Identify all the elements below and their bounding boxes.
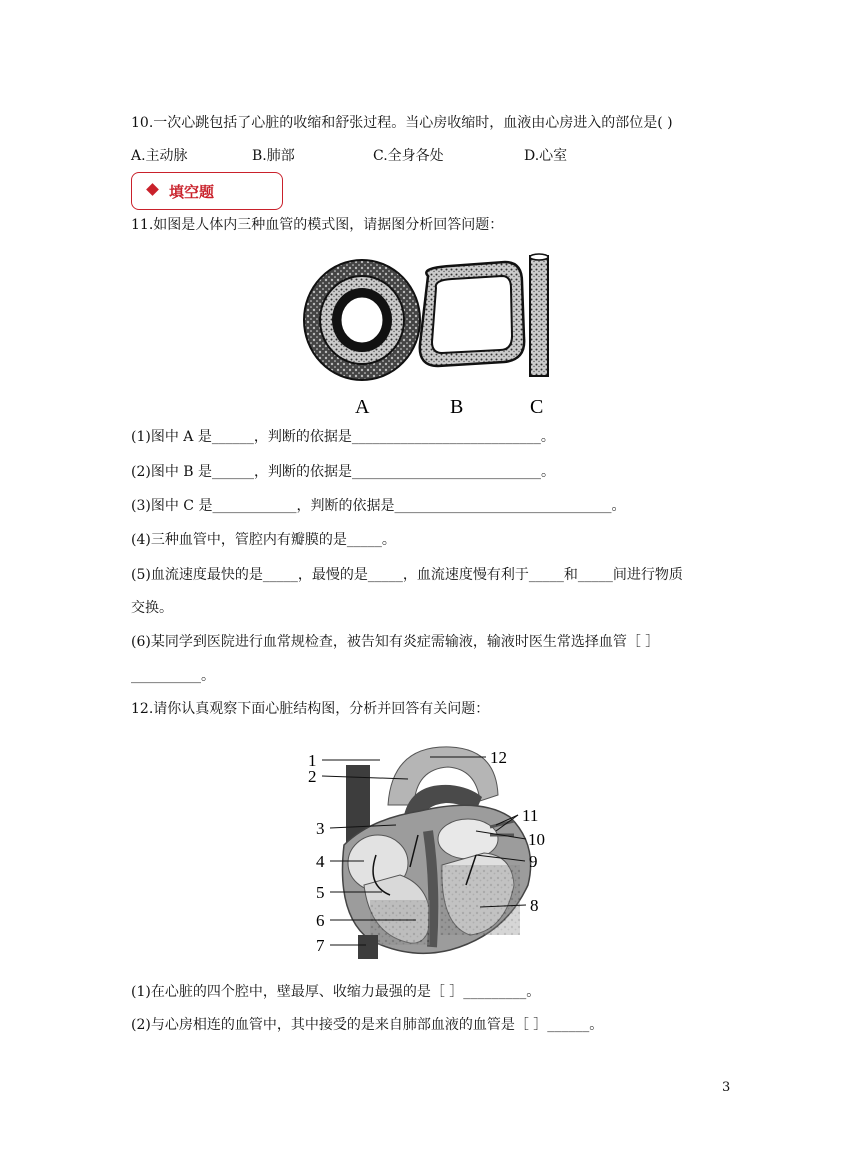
vein-diagram bbox=[420, 262, 524, 366]
heart-label-5: 5 bbox=[316, 883, 325, 902]
figure-label-b: B bbox=[450, 396, 464, 418]
section-title: 填空题 bbox=[169, 183, 215, 201]
heart-label-3: 3 bbox=[316, 819, 325, 838]
blood-vessel-figure bbox=[300, 248, 560, 418]
question-10-stem: 10.一次心跳包括了心脏的收缩和舒张过程。当心房收缩时，血液由心房进入的部位是( ) bbox=[131, 115, 673, 131]
q11-part-5: (5)血流速度最快的是_____，最慢的是_____，血流速度慢有利于_____和_____间进行物质 bbox=[131, 567, 683, 583]
q11-part-2: (2)图中 B 是______，判断的依据是___________________________。 bbox=[131, 464, 556, 480]
q10-option-b: B.肺部 bbox=[252, 148, 295, 164]
q11-part-3: (3)图中 C 是____________，判断的依据是_______________________________。 bbox=[131, 498, 626, 514]
heart-label-12: 12 bbox=[490, 748, 507, 767]
page-number: 3 bbox=[722, 1080, 731, 1095]
q10-option-c: C.全身各处 bbox=[373, 148, 444, 164]
capillary-diagram bbox=[530, 254, 548, 376]
section-heading-fill-in bbox=[131, 172, 283, 210]
q11-part-1: (1)图中 A 是______，判断的依据是___________________________。 bbox=[131, 429, 555, 445]
heart-label-8: 8 bbox=[530, 896, 539, 915]
heart-structure-figure bbox=[300, 735, 560, 965]
heart-label-9: 9 bbox=[529, 852, 538, 871]
q10-option-a: A.主动脉 bbox=[131, 148, 188, 164]
q11-part-5-cont: 交换。 bbox=[131, 600, 173, 616]
heart-drawing bbox=[342, 747, 530, 959]
heart-label-2: 2 bbox=[308, 767, 317, 786]
q11-part-4: (4)三种血管中，管腔内有瓣膜的是_____。 bbox=[131, 532, 396, 548]
artery-diagram bbox=[304, 260, 420, 380]
diamond-icon bbox=[146, 183, 159, 196]
q12-part-1: (1)在心脏的四个腔中，壁最厚、收缩力最强的是［ ］_________。 bbox=[131, 984, 541, 1000]
question-12-stem: 12.请你认真观察下面心脏结构图，分析并回答有关问题： bbox=[131, 701, 490, 717]
figure-label-a: A bbox=[355, 396, 370, 418]
heart-label-1: 1 bbox=[308, 751, 317, 770]
q10-option-d: D.心室 bbox=[524, 148, 568, 164]
q11-part-6: (6)某同学到医院进行血常规检查，被告知有炎症需输液，输液时医生常选择血管［ ］ bbox=[131, 634, 660, 650]
heart-label-11: 11 bbox=[522, 806, 539, 825]
heart-label-7: 7 bbox=[316, 936, 325, 955]
q11-part-6-cont: __________。 bbox=[131, 668, 215, 684]
heart-label-6: 6 bbox=[316, 911, 325, 930]
q12-part-2: (2)与心房相连的血管中，其中接受的是来自肺部血液的血管是［ ］______。 bbox=[131, 1017, 604, 1033]
question-11-stem: 11.如图是人体内三种血管的模式图，请据图分析回答问题： bbox=[131, 217, 504, 233]
heart-label-4: 4 bbox=[316, 852, 325, 871]
heart-label-10: 10 bbox=[528, 830, 545, 849]
figure-label-c: C bbox=[530, 396, 544, 418]
